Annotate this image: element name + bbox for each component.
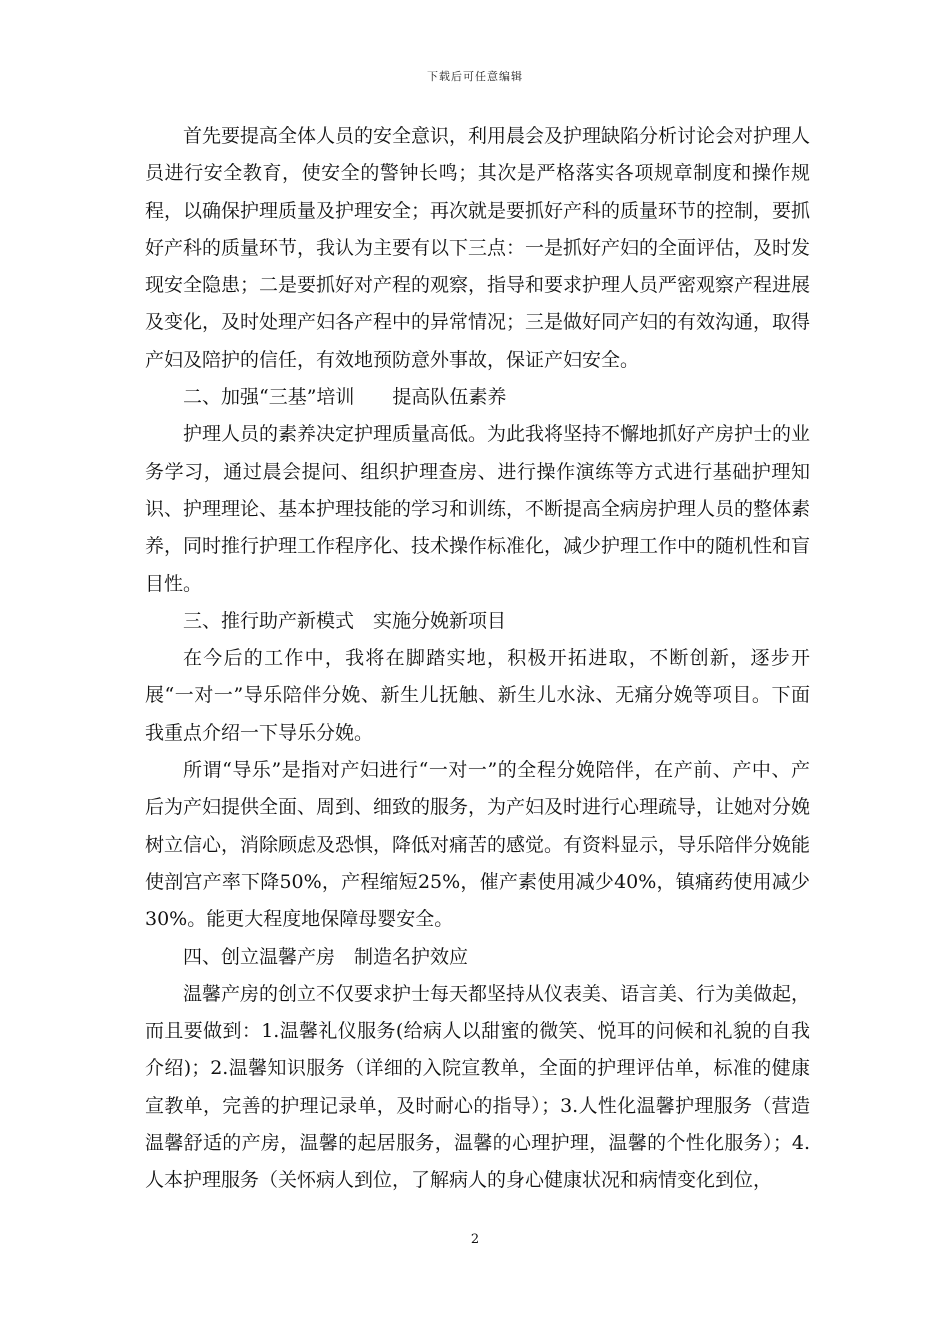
paragraph-future-work: 在今后的工作中，我将在脚踏实地，积极开拓进取，不断创新，逐步开展“一对一”导乐陪伴分娩、新生儿抚触、新生儿水泳、无痛分娩等项目。下面我重点介绍一下导乐分娩。: [145, 647, 810, 744]
section-heading-training: 二、加强“三基”培训 提高队伍素养: [183, 386, 507, 409]
page-number: 2: [470, 1232, 480, 1247]
paragraph-safety-awareness: 首先要提高全体人员的安全意识，利用晨会及护理缺陷分析讨论会对护理人员进行安全教育，使安全的警钟长鸣；其次是严格落实各项规章制度和操作规程，以确保护理质量及护理安全；再次就是要抓好产科的质量环节的控制，要抓好产科的质量环节，我认为主要有以下三点：一是抓好产妇的全面评估，及时发现安全隐患；二是要抓好对产程的观察，指导和要求护理人员严密观察产程进展及变化，及时处理产妇各产程中的异常情况；三是做好同产妇的有效沟通，取得产妇及陪护的信任，有效地预防意外事故，保证产妇安全。: [145, 125, 811, 371]
section-heading-new-delivery-mode: 三、推行助产新模式 实施分娩新项目: [183, 609, 507, 632]
document-body: [145, 118, 810, 1200]
page-header-note: 下载后可任意编辑: [427, 70, 523, 83]
paragraph-doula-delivery: 所谓“导乐”是指对产妇进行“一对一”的全程分娩陪伴，在产前、产中、产后为产妇提供全面、周到、细致的服务，为产妇及时进行心理疏导，让她对分娩树立信心，消除顾虑及恐惧，降低对痛苦的感觉。有资料显示，导乐陪伴分娩能使剖宫产率下降50%，产程缩短25%，催产素使用减少40%，镇痛药使用减少30%。能更大程度地保障母婴安全。: [145, 759, 811, 931]
paragraph-warm-delivery-room: 温馨产房的创立不仅要求护士每天都坚持从仪表美、语言美、行为美做起，而且要做到：1.温馨礼仪服务(给病人以甜蜜的微笑、悦耳的问候和礼貌的自我介绍)；2.温馨知识服务（详细的入院宣教单，全面的护理评估单，标准的健康宣教单，完善的护理记录单，及时耐心的指导）；3.人性化温馨护理服务（营造温馨舒适的产房，温馨的起居服务，温馨的心理护理，温馨的个性化服务）；4.人本护理服务（关怀病人到位，了解病人的身心健康状况和病情变化到位，: [145, 982, 811, 1192]
paragraph-staff-quality: 护理人员的素养决定护理质量高低。为此我将坚持不懈地抓好产房护士的业务学习，通过晨会提问、组织护理查房、进行操作演练等方式进行基础护理知识、护理理论、基本护理技能的学习和训练，不断提高全病房护理人员的整体素养，同时推行护理工作程序化、技术操作标准化，减少护理工作中的随机性和盲目性。: [145, 423, 811, 595]
section-heading-warm-delivery-room: 四、创立温馨产房 制造名护效应: [183, 945, 469, 968]
